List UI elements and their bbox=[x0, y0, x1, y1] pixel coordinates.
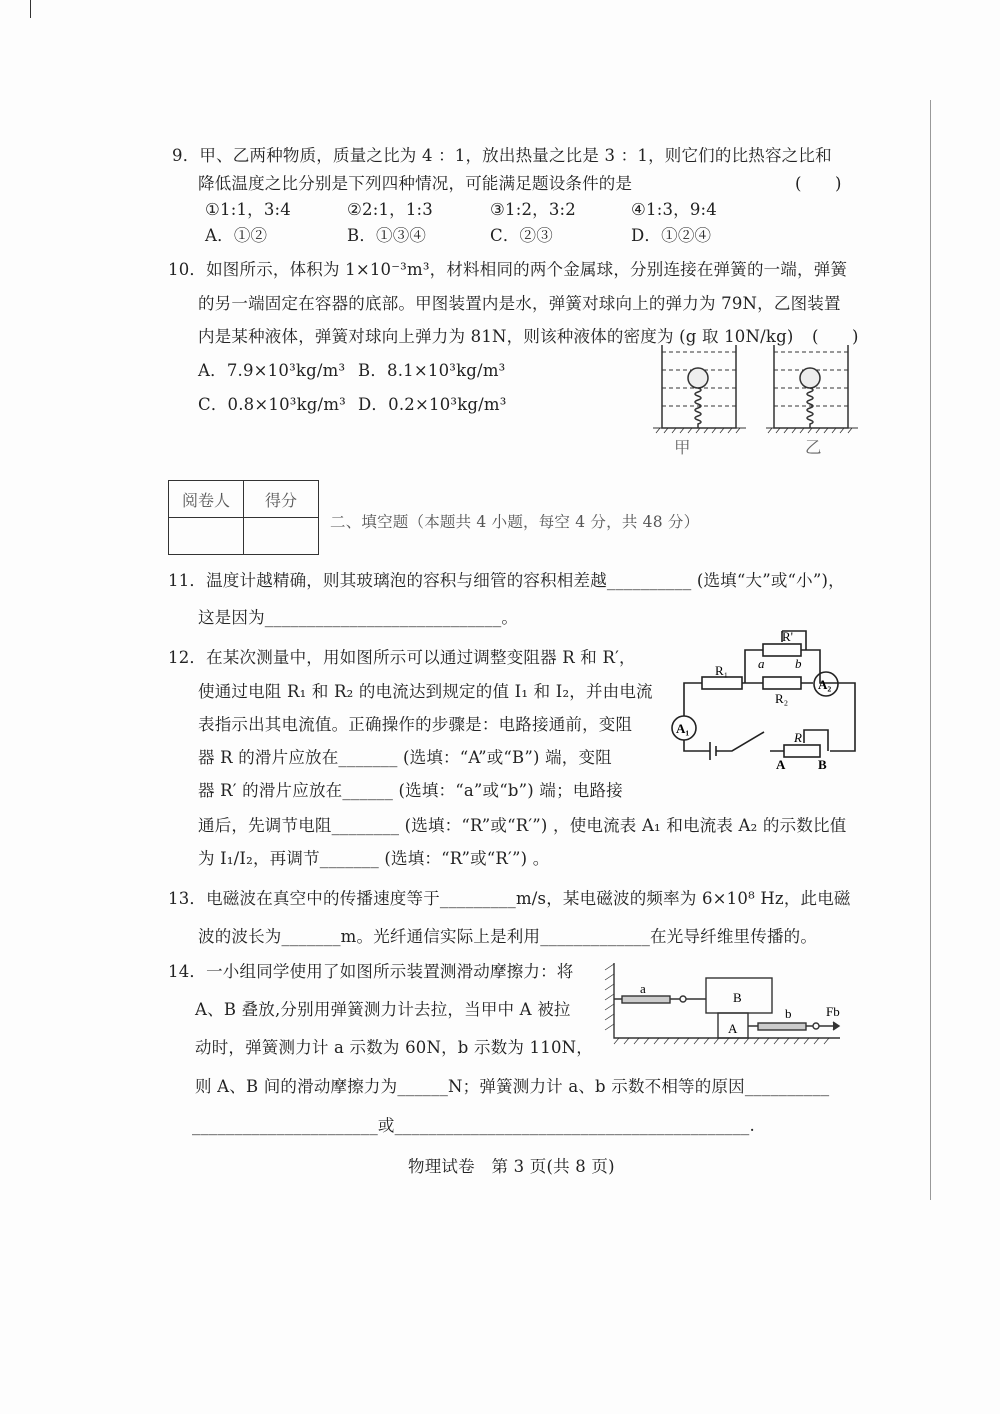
q12-line3: 表指示出其电流值。正确操作的步骤是：电路接通前，变阻 bbox=[198, 715, 633, 734]
q13-line1: 13．电磁波在真空中的传播速度等于_________m/s，某电磁波的频率为 6×10⁸ Hz，此电磁 bbox=[168, 889, 851, 908]
q9-item-3: ③1:2，3:2 bbox=[490, 200, 577, 219]
friction-setup-figure bbox=[600, 958, 845, 1053]
q9-option-d: D．①②④ bbox=[631, 226, 712, 245]
grader-header: 阅卷人 bbox=[169, 481, 244, 518]
label-a-end: a bbox=[758, 656, 765, 671]
q14-line5: ______________________或__________________________________________. bbox=[192, 1116, 755, 1135]
q10-line1: 10．如图所示，体积为 1×10⁻³m³，材料相同的两个金属球，分别连接在弹簧的一端，弹簧 bbox=[168, 260, 848, 279]
block-a-label: A bbox=[728, 1021, 738, 1036]
label-b-end: b bbox=[795, 656, 802, 671]
figure-label-yi: 乙 bbox=[805, 438, 822, 457]
q9-line2: 降低温度之比分别是下列四种情况，可能满足题设条件的是 bbox=[198, 174, 633, 193]
q12-line1: 12．在某次测量中，用如图所示可以通过调整变阻器 R 和 R′， bbox=[168, 648, 636, 667]
q14-line4: 则 A、B 间的滑动摩擦力为______N；弹簧测力计 a、b 示数不相等的原因__________ bbox=[195, 1077, 830, 1096]
q10-line3: 内是某种液体，弹簧对球向上弹力为 81N，则该种液体的密度为 (g 取 10N/kg) bbox=[198, 327, 794, 346]
q9-item-1: ①1:1，3:4 bbox=[205, 200, 292, 219]
q12-line5: 器 R′ 的滑片应放在______ (选填：“a”或“b”) 端；电路接 bbox=[198, 781, 623, 800]
q10-option-c: C．0.8×10³kg/m³ bbox=[198, 395, 346, 414]
ammeter-a2: A₂ bbox=[818, 677, 832, 692]
score-table bbox=[168, 480, 319, 555]
page-footer: 物理试卷 第 3 页(共 8 页) bbox=[408, 1157, 615, 1176]
q10-answer-bracket: ( ) bbox=[812, 327, 859, 346]
q12-line4: 器 R 的滑片应放在_______ (选填：“A”或“B”) 端，变阻 bbox=[198, 748, 612, 767]
ammeter-a1: A₁ bbox=[676, 721, 690, 736]
label-r2: R₂ bbox=[775, 691, 789, 706]
q9-option-b: B．①③④ bbox=[347, 226, 427, 245]
label-r-prime: R' bbox=[782, 629, 794, 644]
q10-option-b: B．8.1×10³kg/m³ bbox=[358, 361, 506, 380]
block-b-label: B bbox=[733, 990, 742, 1005]
q13-line2: 波的波长为_______m。光纤通信实际上是利用_____________在光导纤维里传播的。 bbox=[198, 927, 818, 946]
label-end-B: B bbox=[818, 757, 827, 772]
label-r1: R₁ bbox=[715, 663, 729, 678]
section-title: 二、填空题（本题共 4 小题，每空 4 分，共 48 分） bbox=[330, 513, 700, 531]
label-end-A: A bbox=[776, 757, 786, 772]
q9-option-c: C．②③ bbox=[490, 226, 553, 245]
q11-line2: 这是因为____________________________。 bbox=[198, 608, 519, 627]
q14-line1: 14．一小组同学使用了如图所示装置测滑动摩擦力：将 bbox=[168, 962, 574, 981]
circuit-diagram bbox=[670, 628, 865, 773]
spring-scale-b-label: b bbox=[785, 1006, 792, 1021]
q10-option-d: D．0.2×10³kg/m³ bbox=[358, 395, 507, 414]
q14-line2: A、B 叠放,分别用弹簧测力计去拉，当甲中 A 被拉 bbox=[195, 1000, 571, 1019]
score-cell bbox=[244, 518, 319, 555]
q12-line7: 为 I₁/I₂，再调节_______ (选填：“R”或“R′”) 。 bbox=[198, 849, 550, 868]
spring-scale-a-label: a bbox=[640, 981, 646, 996]
q9-item-2: ②2:1，1:3 bbox=[347, 200, 434, 219]
grader-cell bbox=[169, 518, 244, 555]
force-fb-label: Fb bbox=[826, 1004, 840, 1019]
label-r: R bbox=[794, 730, 802, 745]
scan-edge-line bbox=[930, 100, 931, 1200]
q10-line2: 的另一端固定在容器的底部。甲图装置内是水，弹簧对球向上的弹力为 79N，乙图装置 bbox=[198, 294, 841, 313]
scan-mark bbox=[30, 0, 31, 18]
q9-item-4: ④1:3，9:4 bbox=[631, 200, 718, 219]
q10-option-a: A．7.9×10³kg/m³ bbox=[198, 361, 346, 380]
q12-line6: 通后，先调节电阻________ (选填：“R”或“R′”) ，使电流表 A₁ 和电流表 A₂ 的示数比值 bbox=[198, 816, 847, 835]
q9-line1: 9．甲、乙两种物质，质量之比为 4 ：1，放出热量之比是 3 ：1，则它们的比热容之比和 bbox=[172, 146, 832, 165]
q14-line3: 动时，弹簧测力计 a 示数为 60N，b 示数为 110N， bbox=[195, 1038, 593, 1057]
score-header: 得分 bbox=[244, 481, 319, 518]
q9-option-a: A．①② bbox=[205, 226, 268, 245]
q12-line2: 使通过电阻 R₁ 和 R₂ 的电流达到规定的值 I₁ 和 I₂，并由电流 bbox=[198, 682, 653, 701]
figure-label-jia: 甲 bbox=[674, 438, 691, 457]
q11-line1: 11．温度计越精确，则其玻璃泡的容积与细管的容积相差越__________ (选填“大”或“小”)， bbox=[168, 571, 845, 590]
q9-answer-bracket: ( ) bbox=[795, 174, 842, 193]
